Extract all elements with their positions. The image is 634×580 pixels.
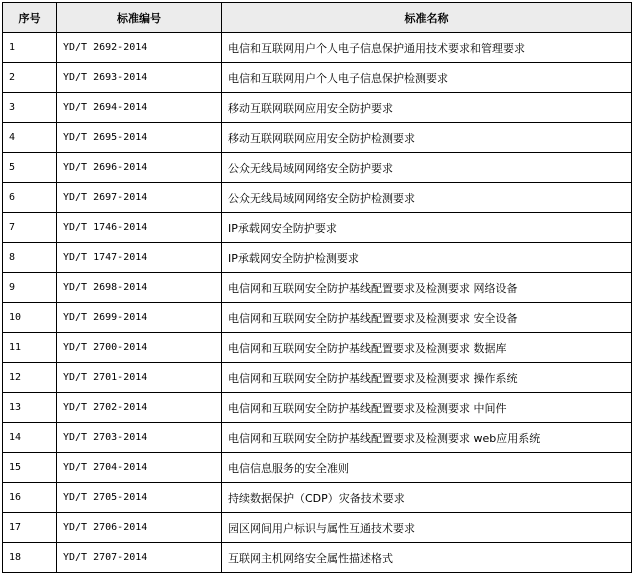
- cell-standard-name: 移动互联网联网应用安全防护检测要求: [222, 123, 632, 153]
- cell-standard-name: 电信网和互联网安全防护基线配置要求及检测要求 操作系统: [222, 363, 632, 393]
- cell-standard-name: 电信网和互联网安全防护基线配置要求及检测要求 数据库: [222, 333, 632, 363]
- header-standard-name: 标准名称: [222, 3, 632, 33]
- cell-serial-number: 5: [3, 153, 57, 183]
- cell-serial-number: 4: [3, 123, 57, 153]
- cell-standard-name: 移动互联网联网应用安全防护要求: [222, 93, 632, 123]
- standards-table: [2, 2, 632, 573]
- cell-standard-code: YD/T 2699-2014: [57, 303, 222, 333]
- cell-serial-number: 16: [3, 483, 57, 513]
- table-header: [3, 3, 632, 33]
- cell-standard-name: 电信网和互联网安全防护基线配置要求及检测要求 web应用系统: [222, 423, 632, 453]
- table-row: [3, 273, 632, 303]
- cell-standard-name: 互联网主机网络安全属性描述格式: [222, 543, 632, 573]
- cell-standard-code: YD/T 2698-2014: [57, 273, 222, 303]
- table-row: [3, 513, 632, 543]
- cell-standard-name: 电信网和互联网安全防护基线配置要求及检测要求 网络设备: [222, 273, 632, 303]
- cell-standard-name: 电信信息服务的安全准则: [222, 453, 632, 483]
- cell-standard-code: YD/T 2706-2014: [57, 513, 222, 543]
- cell-standard-code: YD/T 2702-2014: [57, 393, 222, 423]
- cell-serial-number: 10: [3, 303, 57, 333]
- cell-standard-code: YD/T 1746-2014: [57, 213, 222, 243]
- table-row: [3, 63, 632, 93]
- cell-serial-number: 12: [3, 363, 57, 393]
- cell-standard-name: 电信和互联网用户个人电子信息保护通用技术要求和管理要求: [222, 33, 632, 63]
- cell-serial-number: 2: [3, 63, 57, 93]
- cell-standard-name: 公众无线局域网网络安全防护要求: [222, 153, 632, 183]
- table-row: [3, 423, 632, 453]
- cell-standard-code: YD/T 2697-2014: [57, 183, 222, 213]
- table-row: [3, 153, 632, 183]
- cell-serial-number: 17: [3, 513, 57, 543]
- cell-serial-number: 8: [3, 243, 57, 273]
- table-row: [3, 543, 632, 573]
- cell-serial-number: 13: [3, 393, 57, 423]
- cell-standard-name: IP承载网安全防护检测要求: [222, 243, 632, 273]
- table-row: [3, 243, 632, 273]
- header-row: [3, 3, 632, 33]
- table-row: [3, 123, 632, 153]
- cell-standard-code: YD/T 1747-2014: [57, 243, 222, 273]
- cell-standard-name: 公众无线局域网网络安全防护检测要求: [222, 183, 632, 213]
- cell-standard-name: 持续数据保护（CDP）灾备技术要求: [222, 483, 632, 513]
- cell-serial-number: 11: [3, 333, 57, 363]
- table-row: [3, 453, 632, 483]
- cell-serial-number: 9: [3, 273, 57, 303]
- cell-standard-code: YD/T 2700-2014: [57, 333, 222, 363]
- cell-standard-name: IP承载网安全防护要求: [222, 213, 632, 243]
- table-row: [3, 33, 632, 63]
- table-row: [3, 393, 632, 423]
- cell-standard-name: 园区网间用户标识与属性互通技术要求: [222, 513, 632, 543]
- cell-serial-number: 1: [3, 33, 57, 63]
- cell-standard-name: 电信网和互联网安全防护基线配置要求及检测要求 中间件: [222, 393, 632, 423]
- table-row: [3, 213, 632, 243]
- cell-standard-code: YD/T 2692-2014: [57, 33, 222, 63]
- table-row: [3, 363, 632, 393]
- cell-serial-number: 14: [3, 423, 57, 453]
- cell-standard-code: YD/T 2696-2014: [57, 153, 222, 183]
- table-row: [3, 483, 632, 513]
- cell-standard-code: YD/T 2707-2014: [57, 543, 222, 573]
- cell-standard-code: YD/T 2695-2014: [57, 123, 222, 153]
- cell-serial-number: 18: [3, 543, 57, 573]
- cell-serial-number: 6: [3, 183, 57, 213]
- cell-serial-number: 3: [3, 93, 57, 123]
- cell-standard-code: YD/T 2694-2014: [57, 93, 222, 123]
- cell-standard-name: 电信和互联网用户个人电子信息保护检测要求: [222, 63, 632, 93]
- cell-standard-code: YD/T 2704-2014: [57, 453, 222, 483]
- cell-standard-code: YD/T 2701-2014: [57, 363, 222, 393]
- cell-standard-name: 电信网和互联网安全防护基线配置要求及检测要求 安全设备: [222, 303, 632, 333]
- cell-standard-code: YD/T 2705-2014: [57, 483, 222, 513]
- cell-standard-code: YD/T 2703-2014: [57, 423, 222, 453]
- header-serial-number: 序号: [3, 3, 57, 33]
- cell-serial-number: 15: [3, 453, 57, 483]
- table-row: [3, 333, 632, 363]
- table-body: [3, 33, 632, 573]
- table-row: [3, 183, 632, 213]
- table-row: [3, 303, 632, 333]
- cell-serial-number: 7: [3, 213, 57, 243]
- table-row: [3, 93, 632, 123]
- header-standard-code: 标准编号: [57, 3, 222, 33]
- cell-standard-code: YD/T 2693-2014: [57, 63, 222, 93]
